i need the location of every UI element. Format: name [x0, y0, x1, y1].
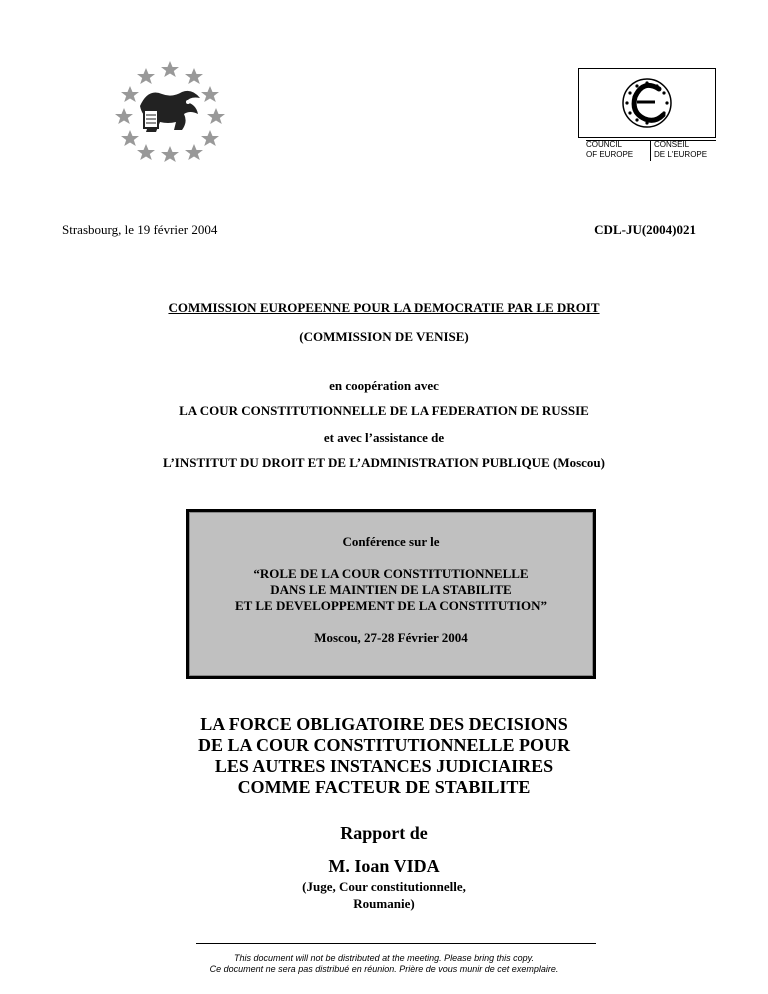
cooperation-line: en coopération avec — [329, 378, 439, 393]
court-name: LA COUR CONSTITUTIONNELLE DE LA FEDERATION DE RUSSIE — [179, 403, 589, 418]
conference-box — [186, 509, 596, 679]
coe-label-fr: CONSEIL DE L'EUROPE — [654, 140, 708, 159]
council-of-europe-logo — [578, 68, 716, 138]
footer-notice-en: This document will not be distributed at the meeting. Please bring this copy. — [234, 953, 534, 963]
conference-title: “ROLE DE LA COUR CONSTITUTIONNELLE DANS LE MAINTIEN DE LA STABILITE ET LE DEVELOPPEMENT DE LA CONSTITUTION” — [235, 566, 547, 613]
report-title: LA FORCE OBLIGATOIRE DES DECISIONS DE LA COUR CONSTITUTIONNELLE POUR LES AUTRES INSTANCES JUDICIAIRES COMME FACTEUR DE STABILITE — [197, 714, 571, 797]
author-role: (Juge, Cour constitutionnelle, Roumanie) — [302, 879, 466, 911]
document-reference: CDL-JU(2004)021 — [594, 222, 696, 237]
venice-commission-logo — [110, 58, 230, 163]
footer-notice — [0, 953, 768, 975]
commission-subtitle: (COMMISSION DE VENISE) — [299, 329, 469, 344]
coe-labels — [586, 140, 726, 160]
conference-intro: Conférence sur le — [342, 534, 440, 549]
conference-place-date: Moscou, 27-28 Février 2004 — [314, 630, 468, 645]
coe-emblem-icon — [579, 69, 715, 137]
coe-label-en: COUNCIL OF EUROPE — [586, 140, 634, 159]
date-line: Strasbourg, le 19 février 2004 — [62, 222, 218, 237]
report-by: Rapport de — [340, 823, 428, 843]
footer-divider — [196, 943, 596, 944]
commission-title: COMMISSION EUROPEENNE POUR LA DEMOCRATIE PAR LE DROIT — [168, 300, 600, 315]
institute-name: L’INSTITUT DU DROIT ET DE L’ADMINISTRATION PUBLIQUE (Moscou) — [163, 455, 605, 470]
winged-lion-icon — [140, 91, 200, 132]
assistance-line: et avec l’assistance de — [323, 430, 445, 445]
author-name: M. Ioan VIDA — [328, 856, 440, 876]
footer-notice-fr: Ce document ne sera pas distribué en réunion. Prière de vous munir de cet exemplaire. — [209, 964, 559, 974]
